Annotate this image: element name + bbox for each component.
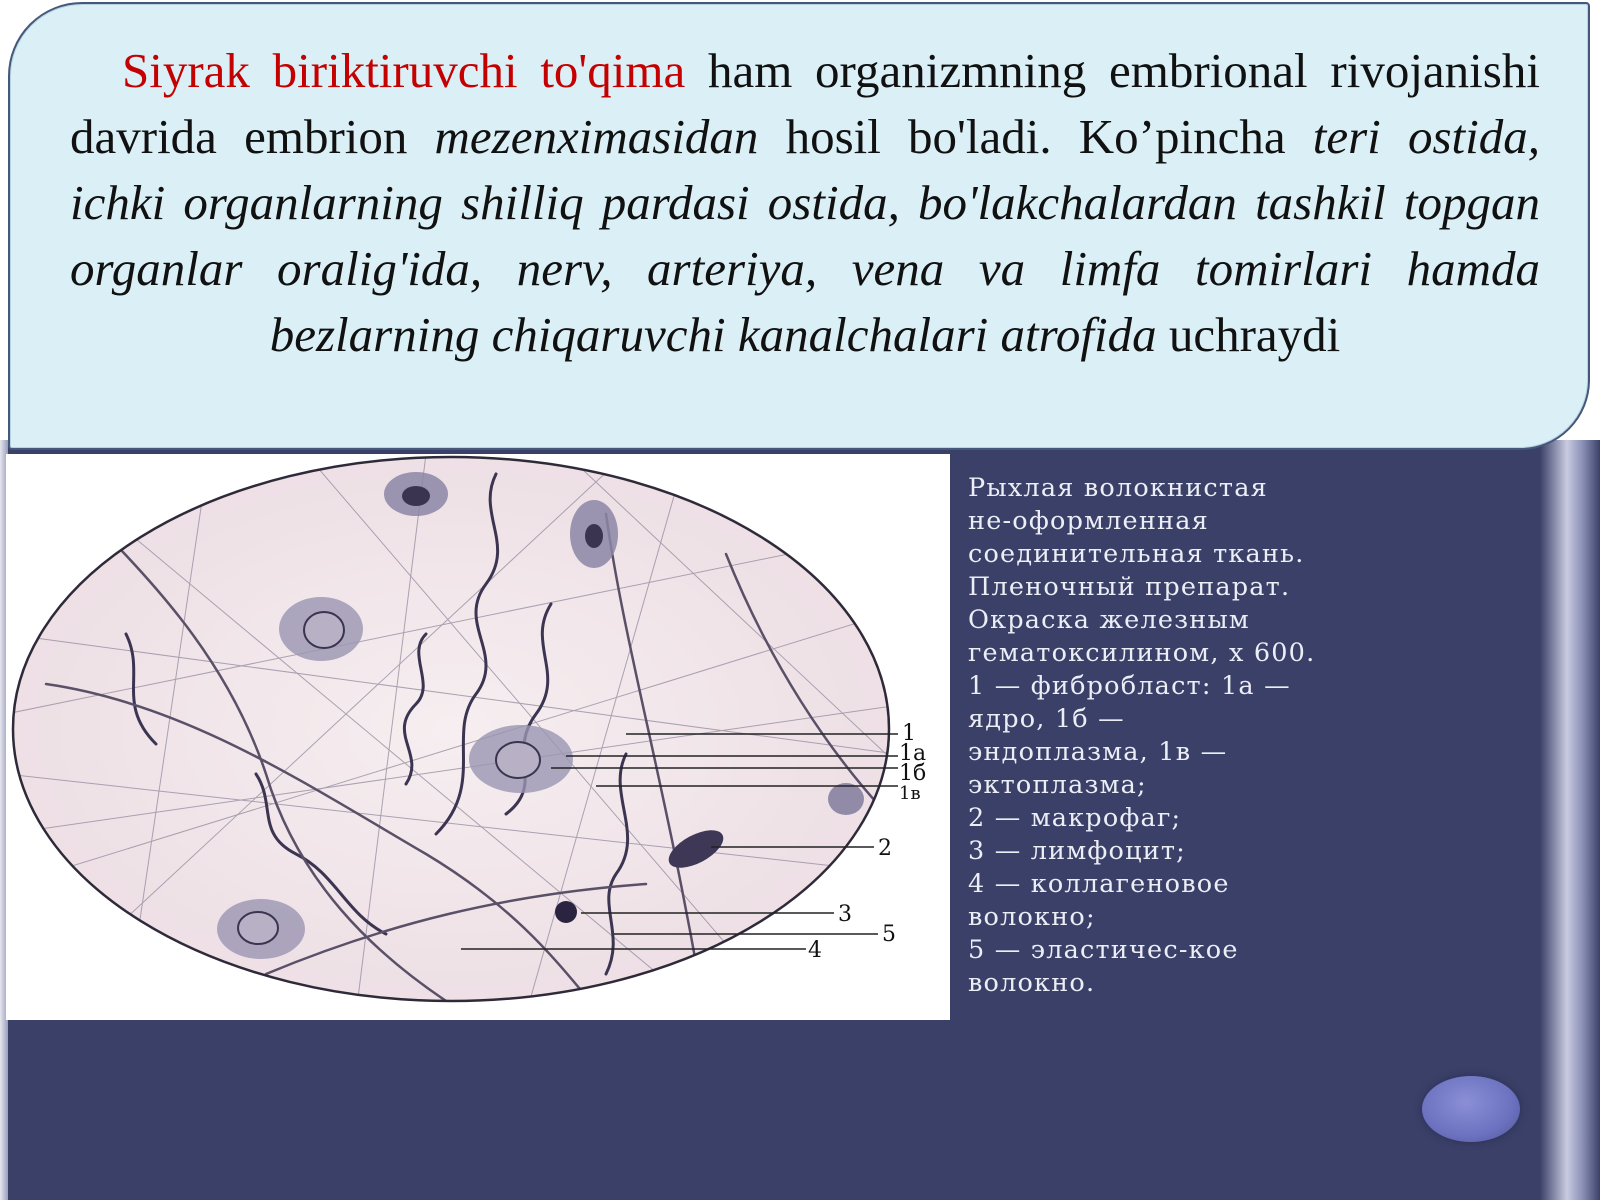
callout-text-1: ham organizmning embrional rivojanishi davrida embrion — [70, 43, 1540, 164]
callout-text-3: uchraydi — [1156, 307, 1341, 362]
label-2: 2 — [878, 836, 892, 861]
figure-caption — [968, 472, 1528, 1000]
callout-text-2: hosil bo'ladi. Ko’pincha — [758, 109, 1313, 164]
caption-line: 2 — макрофаг; — [968, 803, 1182, 833]
callout-italic-1: mezenximasidan — [434, 109, 759, 164]
micrograph-drawing — [6, 454, 950, 1020]
label-4: 4 — [808, 938, 822, 963]
caption-line: ядро, 1б — — [968, 704, 1125, 734]
label-1b: 1б — [899, 761, 927, 786]
caption-line: Пленочный препарат. — [968, 572, 1291, 602]
label-1: 1 — [902, 721, 916, 746]
lymphocyte-cell — [555, 901, 577, 923]
caption-line: Окраска железным — [968, 605, 1250, 635]
callout-paragraph — [70, 38, 1540, 368]
caption-line: 4 — коллагеновое — [968, 869, 1230, 899]
callout-italic-2: teri ostida, ichki organlarning shilliq pardasi ostida, bo'lakchalardan tashkil topgan organlar oralig'ida, nerv, arteriya, vena va limfa tomirlari hamda bezlarning chiqaruvchi kanalchalari atrofida — [70, 109, 1540, 362]
caption-line: волокно. — [968, 968, 1096, 998]
slide-right-stripe — [1540, 440, 1600, 1200]
caption-line: 3 — лимфоцит; — [968, 836, 1186, 866]
caption-line: эктоплазма; — [968, 770, 1147, 800]
caption-line: волокно; — [968, 902, 1096, 932]
label-1v: 1в — [899, 783, 921, 804]
highlight-term: Siyrak biriktiruvchi to'qima — [122, 43, 686, 98]
text-callout-box — [8, 2, 1590, 450]
label-5: 5 — [882, 922, 896, 947]
caption-line: эндоплазма, 1в — — [968, 737, 1228, 767]
caption-line: 5 — эластичес-кое — [968, 935, 1239, 965]
caption-line: соединительная ткань. — [968, 539, 1305, 569]
caption-line: Рыхлая волокнистая — [968, 473, 1268, 503]
caption-line: 1 — фибробласт: 1а — — [968, 671, 1291, 701]
caption-line: не-оформленная — [968, 506, 1209, 536]
label-1a: 1а — [899, 741, 927, 766]
caption-line: гематоксилином, х 600. — [968, 638, 1316, 668]
microscope-field — [6, 454, 906, 1020]
micrograph-image — [6, 454, 950, 1020]
label-3: 3 — [838, 902, 852, 927]
slide-nav-circle[interactable] — [1422, 1076, 1520, 1142]
